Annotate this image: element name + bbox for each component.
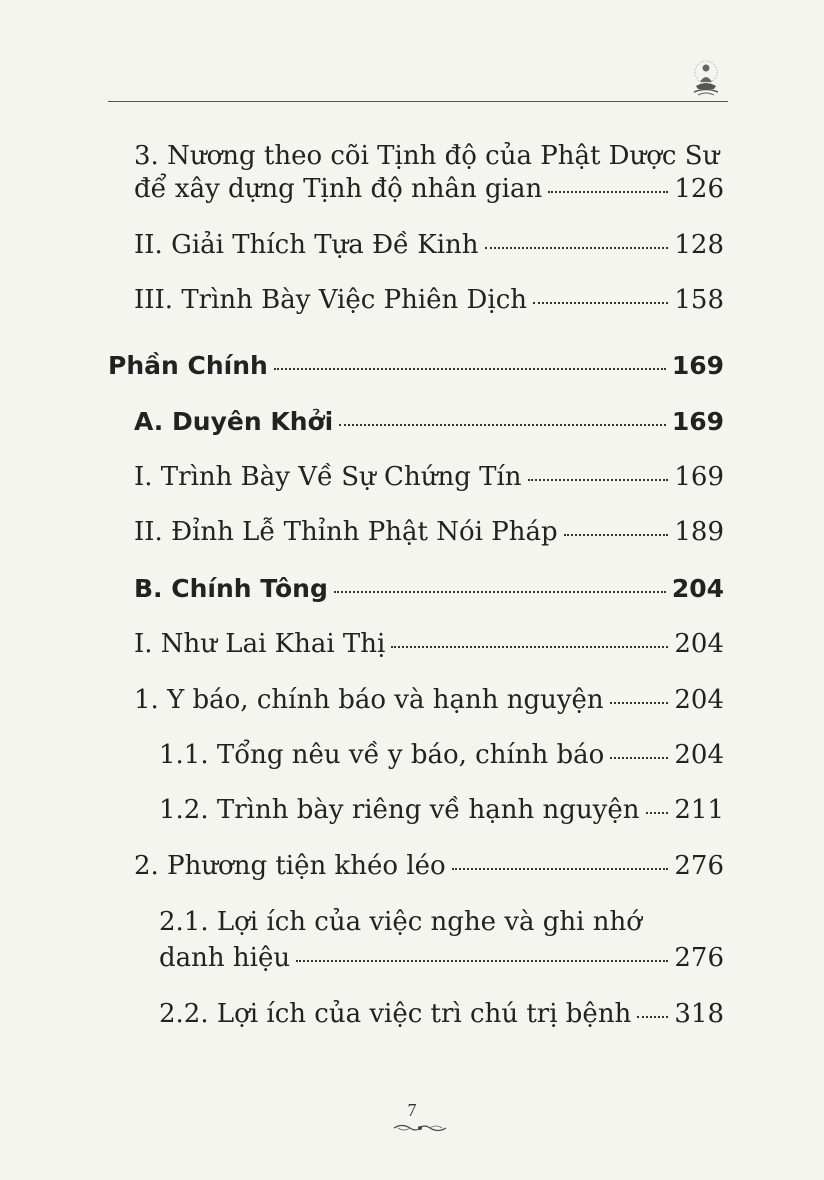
- toc-entry: [134, 848, 724, 884]
- toc-entry-title: 1.2. Trình bày riêng về hạnh nguyện: [159, 795, 640, 825]
- dot-leader: [610, 757, 668, 759]
- toc-entry-page: 318: [674, 999, 724, 1029]
- toc-entry-title: 1. Y báo, chính báo và hạnh nguyện: [134, 685, 604, 715]
- toc-entry: [134, 514, 724, 550]
- dot-leader: [274, 368, 666, 370]
- toc-entry: [159, 737, 724, 773]
- toc-entry-title: 2. Phương tiện khéo léo: [134, 851, 446, 881]
- toc-section-heading: [134, 571, 724, 607]
- toc-entry: [159, 792, 724, 828]
- dot-leader: [528, 479, 669, 481]
- toc-entry-page: 126: [674, 174, 724, 204]
- dot-leader: [391, 646, 668, 648]
- toc-entry-title: 2.2. Lợi ích của việc trì chú trị bệnh: [159, 999, 632, 1029]
- toc-entry-page: 189: [674, 517, 724, 547]
- dot-leader: [296, 960, 668, 962]
- dot-leader: [485, 247, 669, 249]
- toc-entry-line: 2.1. Lợi ích của việc nghe và ghi nhớ: [159, 907, 642, 937]
- toc-entry-page: 204: [674, 685, 724, 715]
- toc-entry: [134, 171, 724, 207]
- toc-entry-page: 169: [671, 351, 724, 380]
- toc-entry-page: 276: [674, 943, 724, 973]
- toc-entry-title: B. Chính Tông: [134, 574, 328, 603]
- toc-section-heading: [108, 348, 724, 384]
- dot-leader: [533, 302, 668, 304]
- toc-entry-title: danh hiệu: [159, 943, 291, 973]
- toc-entry-title: II. Giải Thích Tựa Đề Kinh: [134, 230, 479, 260]
- toc-entry-title: để xây dựng Tịnh độ nhân gian: [134, 174, 543, 204]
- toc-entry-page: 276: [674, 851, 724, 881]
- toc-entry-page: 128: [674, 230, 724, 260]
- toc-section-heading: [134, 404, 724, 440]
- toc-entry: [159, 940, 724, 976]
- toc-entry-page: 204: [674, 629, 724, 659]
- toc-entry-title: A. Duyên Khởi: [134, 407, 334, 436]
- toc-entry: [159, 996, 724, 1032]
- toc-entry-title: II. Đỉnh Lễ Thỉnh Phật Nói Pháp: [134, 517, 558, 547]
- toc-entry: [134, 682, 724, 718]
- toc-entry-page: 169: [671, 407, 724, 436]
- toc-entry-page: 204: [671, 574, 724, 603]
- toc-entry-page: 158: [674, 285, 724, 315]
- dot-leader: [452, 868, 669, 870]
- toc-entry-title: I. Trình Bày Về Sự Chứng Tín: [134, 462, 522, 492]
- toc-entry-title: 1.1. Tổng nêu về y báo, chính báo: [159, 740, 605, 770]
- toc-entry-page: 169: [674, 462, 724, 492]
- toc-entry-title: III. Trình Bày Việc Phiên Dịch: [134, 285, 528, 315]
- toc-entry-page: 204: [674, 740, 724, 770]
- toc-entry: [134, 459, 724, 495]
- toc-entry: [134, 227, 724, 263]
- toc-entry: [134, 282, 724, 318]
- toc-entry-title: I. Như Lai Khai Thị: [134, 629, 386, 659]
- dot-leader: [564, 534, 669, 536]
- dot-leader: [610, 702, 669, 704]
- dot-leader: [548, 191, 668, 193]
- dot-leader: [637, 1016, 668, 1018]
- dot-leader: [646, 812, 669, 814]
- scroll-ornament-icon: [392, 1122, 448, 1134]
- toc-entry-page: 211: [674, 795, 724, 825]
- toc-entry: [134, 626, 724, 662]
- dot-leader: [334, 591, 666, 593]
- toc-entry-line: 3. Nương theo cõi Tịnh độ của Phật Dược Sư: [134, 141, 720, 171]
- dot-leader: [339, 424, 666, 426]
- page-number: 7: [407, 1100, 417, 1120]
- toc-entry-title: Phần Chính: [108, 351, 268, 380]
